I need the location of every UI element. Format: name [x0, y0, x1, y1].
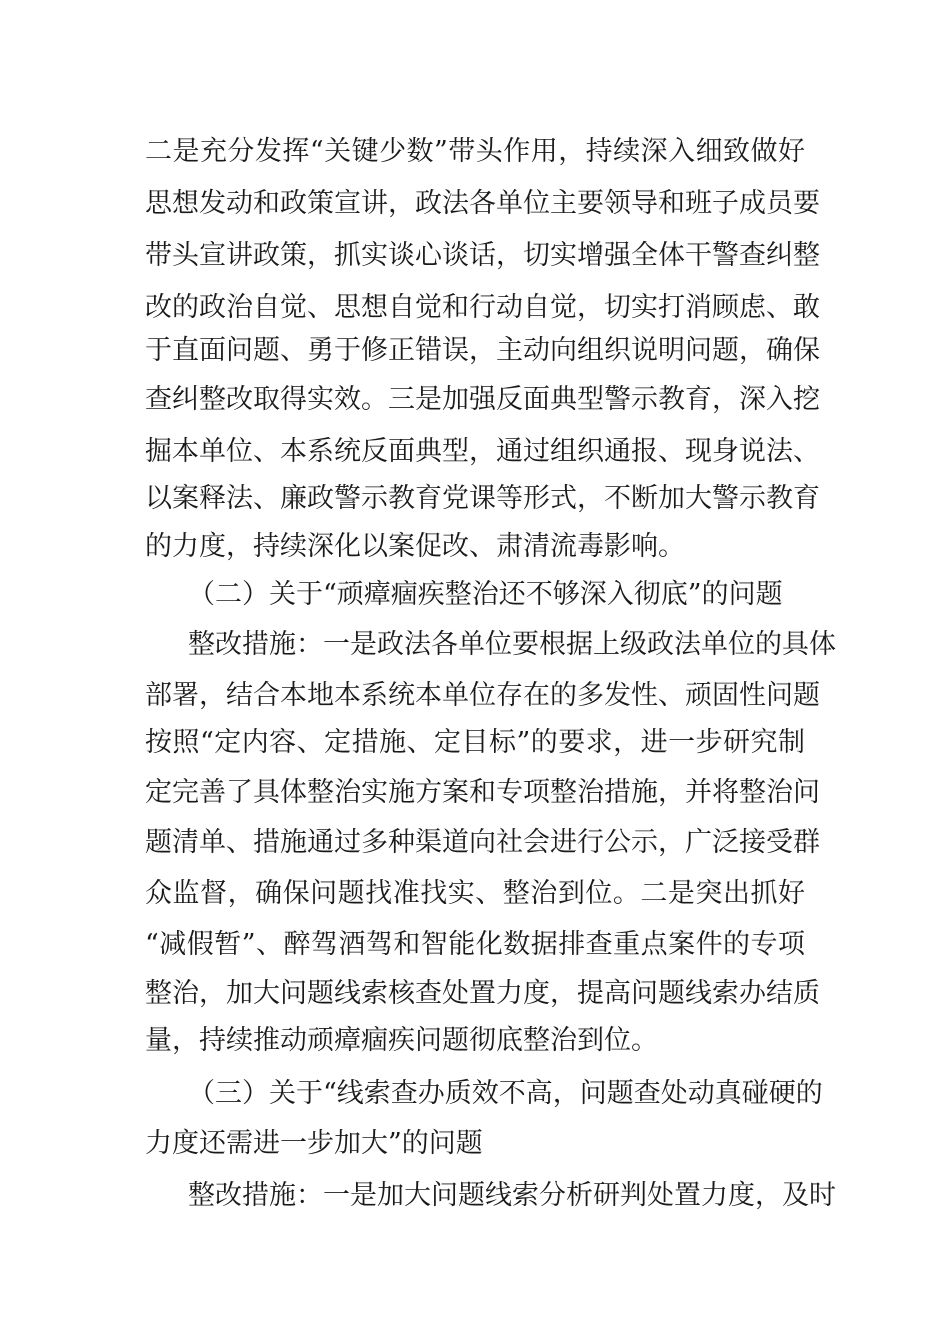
body-text-line: 部署，结合本地本系统本单位存在的多发性、顽固性问题: [145, 680, 820, 711]
body-text-line: 改的政治自觉、思想自觉和行动自觉，切实打消顾虑、敢: [145, 292, 820, 323]
section-heading-2: （二）关于“顽瘴痼疾整治还不够深入彻底”的问题: [188, 579, 783, 610]
body-text-line: 以案释法、廉政警示教育党课等形式，不断加大警示教育: [145, 483, 820, 514]
body-text-line: 定完善了具体整治实施方案和专项整治措施，并将整治问: [145, 777, 820, 808]
body-text-line: 量，持续推动顽瘴痼疾问题彻底整治到位。: [145, 1025, 658, 1056]
body-text-line: 掘本单位、本系统反面典型，通过组织通报、现身说法、: [145, 436, 820, 467]
body-text-line: 查纠整改取得实效。三是加强反面典型警示教育，深入挖: [145, 384, 820, 415]
section-heading-3-continued: 力度还需进一步加大”的问题: [145, 1128, 483, 1159]
body-text-line: 题清单、措施通过多种渠道向社会进行公示，广泛接受群: [145, 827, 820, 858]
body-text-line: 整改措施：一是加大问题线索分析研判处置力度，及时: [188, 1180, 836, 1211]
body-text-line: 带头宣讲政策，抓实谈心谈话，切实增强全体干警查纠整: [145, 240, 820, 271]
body-text-line: 的力度，持续深化以案促改、肃清流毒影响。: [145, 531, 685, 562]
body-text-line: 于直面问题、勇于修正错误，主动向组织说明问题，确保: [145, 335, 820, 366]
body-text-line: 思想发动和政策宣讲，政法各单位主要领导和班子成员要: [145, 188, 820, 219]
body-text-line: “减假暂”、醉驾酒驾和智能化数据排查重点案件的专项: [145, 929, 805, 960]
body-text-line: 按照“定内容、定措施、定目标”的要求，进一步研究制: [145, 727, 805, 758]
body-text-line: 整改措施：一是政法各单位要根据上级政法单位的具体: [188, 629, 836, 660]
body-text-line: 众监督，确保问题找准找实、整治到位。二是突出抓好: [145, 878, 805, 909]
section-heading-3: （三）关于“线索查办质效不高，问题查处动真碰硬的: [188, 1078, 823, 1109]
body-text-line: 二是充分发挥“关键少数”带头作用，持续深入细致做好: [145, 136, 805, 167]
body-text-line: 整治，加大问题线索核查处置力度，提高问题线索办结质: [145, 978, 820, 1009]
